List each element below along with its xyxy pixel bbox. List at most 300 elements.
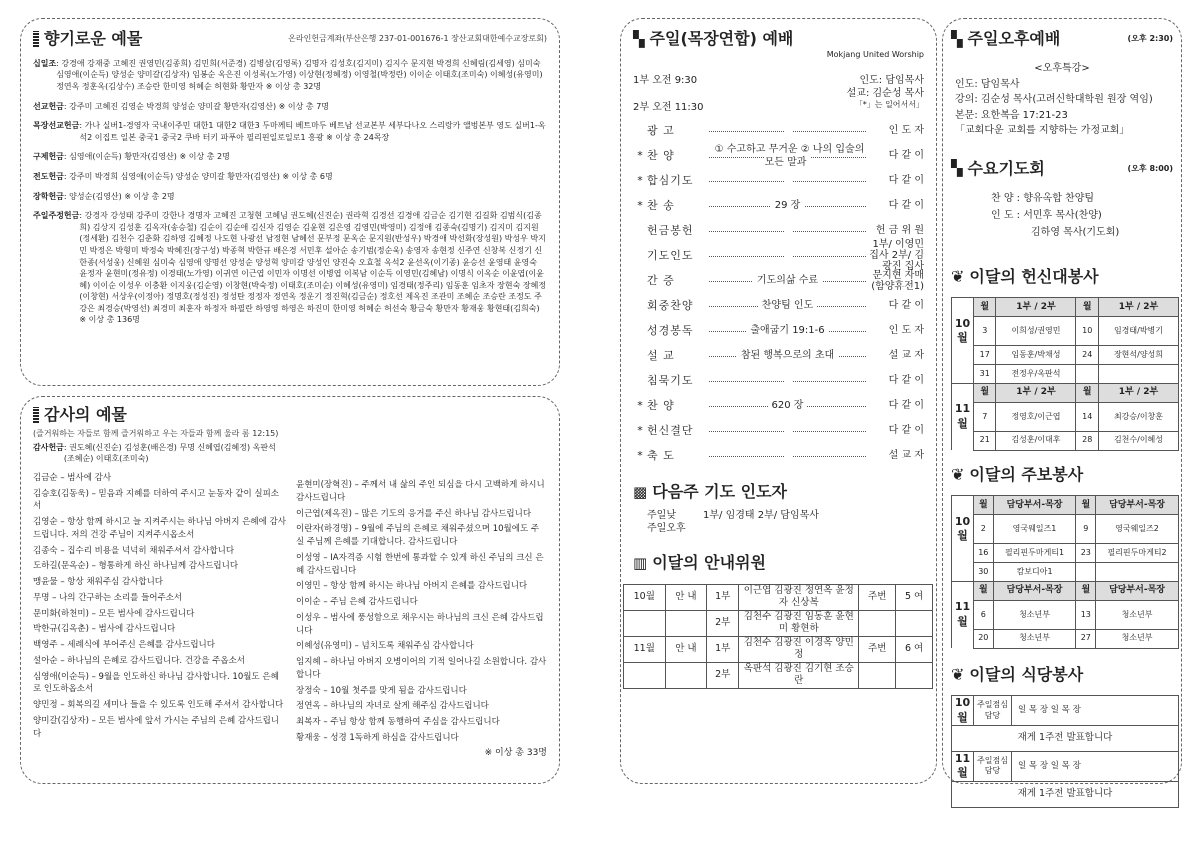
usher-week [859, 662, 896, 688]
table-cell: 전정우/옥판석 [996, 364, 1076, 383]
order-mid [709, 174, 866, 187]
month-cell [952, 431, 974, 450]
header-cell: 1부 / 2부 [996, 383, 1076, 402]
order-detail [784, 125, 792, 136]
order-row [633, 293, 924, 318]
section-text: : 강주미 고혜진 김영순 박경희 양성순 양미갈 황만자(김영산) ※ 이상 총 7명 [63, 101, 330, 111]
dining-value: 재게 1주전 발표합니다 [952, 781, 1179, 807]
ushers-title-wrap [633, 553, 924, 574]
afternoon-line: 「교회다운 교회를 지향하는 가정교회」 [955, 125, 1130, 137]
worship-panel [620, 18, 937, 784]
heart-icon: ❦ [951, 266, 965, 286]
header-cell: 담당부서-목장 [993, 496, 1076, 515]
usher-row [624, 610, 933, 636]
order-star: * [637, 398, 643, 412]
order-name: 찬 송 [647, 198, 675, 212]
table-cell: 청소년부 [993, 600, 1076, 629]
marker-icon: ▚ [633, 29, 645, 48]
usher-month: 10월 [624, 584, 666, 610]
usher-part: 2부 [707, 662, 739, 688]
nw-value-1: 1부/ 임경태 2부/ 담임목사 [703, 509, 819, 521]
order-presenter: 인 도 자 [888, 325, 924, 337]
ushers-title: 이달의 안내위원 [652, 552, 766, 572]
order-mid [709, 249, 866, 262]
account-info: 온라인헌금계좌(부산은행 237-01-001676-1 장산교회대한예수교장로회) [288, 34, 547, 44]
order-mid [709, 324, 866, 337]
usher-names: 이근엽 김광진 정연옥 윤정자 신상복 [739, 584, 859, 610]
worship-subtitle: Mokjang United Worship [826, 49, 924, 59]
dining-row [952, 725, 1179, 751]
dining-hdr: 일 목 장 일 목 장 [1012, 696, 1179, 726]
order-row [633, 168, 924, 193]
usher-role: 안 내 [665, 584, 707, 610]
thanks-head-text: : 권도혜(신진순) 김성훈(배은경) 무명 신혜엽(김혜정) 옥판석(조혜순) 이태호(조미숙) [63, 443, 276, 463]
order-detail: ① 수고하고 무거운 ② 나의 입술의 모든 말과 [711, 144, 865, 168]
header-cell: 월 [1076, 298, 1098, 317]
order-star: * [637, 198, 643, 212]
order-mid [709, 124, 866, 137]
thanks-panel [20, 396, 560, 784]
thanks-item: 정연옥 – 하나님의 자녀로 살게 해주심 감사드립니다 [295, 701, 489, 712]
table-row [952, 629, 1179, 648]
worship-meta [633, 74, 924, 114]
order-detail [784, 450, 792, 461]
afternoon-title-wrap [951, 29, 1060, 50]
preach-value: 김순성 목사 [872, 88, 924, 100]
table-row [952, 364, 1179, 383]
header-cell: 1부 / 2부 [1098, 383, 1178, 402]
table-cell [1076, 562, 1096, 581]
section-label: 주일주정헌금 [33, 211, 80, 221]
header-cell: 월 [974, 496, 994, 515]
order-presenter: 다 같 이 [888, 400, 924, 412]
table-cell: 정영호/이근엽 [996, 402, 1076, 431]
table-header [952, 383, 1179, 402]
order-presenter: 다 같 이 [888, 150, 924, 162]
table-cell: 27 [1076, 629, 1096, 648]
order-mid [709, 449, 866, 462]
table-cell: 영국웨일즈2 [1096, 515, 1179, 544]
thanks-item: 양민정 – 회복의길 세미나 들을 수 있도록 인도해 주셔서 감사합니다 [33, 700, 284, 711]
section-text: : 가나 실버1-경영자 국내이주민 대한1 대한2 대한3 두마께티 베트마두 베트남 선교본부 세부다나오 스리랑카 앨벙본부 영도 실버1-옥석2 이집트 일본 중국1 중국2 쿠바 터키 파푸아 필리핀일로일로1 흥광 ※ 이상 총 24목장 [79, 121, 546, 142]
nextweek-title-wrap [633, 482, 924, 503]
section-label: 선교헌금 [33, 101, 64, 111]
table-row [952, 562, 1179, 581]
nextweek-body [633, 509, 924, 535]
usher-role [665, 662, 707, 688]
month-cell [952, 298, 974, 317]
table-row [952, 345, 1179, 364]
order-presenter: 다 같 이 [888, 175, 924, 187]
order-row [633, 418, 924, 443]
usher-role: 안 내 [665, 636, 707, 662]
header-cell: 월 [1076, 383, 1098, 402]
order-presenter: 다 같 이 [888, 375, 924, 387]
order-detail [784, 425, 792, 436]
header-cell: 1부 / 2부 [996, 298, 1076, 317]
offering-section [33, 120, 547, 143]
order-detail: 29 장 [771, 200, 805, 211]
thanks-item: 임지혜 – 하나님 아버지 오병이어의 기적 일어나길 소원합니다. 감사합니다 [295, 657, 547, 680]
usher-count: 6 여 [896, 636, 933, 662]
table-cell: 김천수/이혜성 [1098, 431, 1178, 450]
table-cell: 3 [974, 317, 996, 346]
thanks-item: 김종숙 – 집수리 비용을 넉넉히 채워주셔서 감사합니다 [33, 545, 235, 556]
section-text: : 강주미 박경희 심영애(이순득) 양성순 양미갈 황만자(김영산) ※ 이상 총 6명 [63, 171, 333, 181]
table-cell: 31 [974, 364, 996, 383]
usher-week [859, 610, 896, 636]
order-presenter: 문지현 자매 (함양휴전1) [871, 269, 924, 292]
month-cell [952, 364, 974, 383]
month-cell [952, 543, 974, 562]
thanks-item: 김영순 – 항상 함께 하시고 늘 지켜주시는 하나님 아버지 은혜에 감사드립니다. 저의 건강 주님이 지켜주시옵소서 [33, 517, 286, 540]
order-detail: 참된 행복으로의 초대 [737, 350, 838, 361]
order-presenter: 1부/ 이영민 집사 2부/ 김광진 집사 [869, 239, 924, 273]
order-name: 헌금봉헌 [647, 223, 694, 237]
usher-part: 1부 [707, 584, 739, 610]
order-name: 설 교 [647, 348, 675, 362]
thanks-total: ※ 이상 총 33명 [484, 747, 547, 758]
usher-count [896, 610, 933, 636]
order-star: * [637, 173, 643, 187]
table-row [952, 431, 1179, 450]
order-row [633, 193, 924, 218]
order-presenter: 다 같 이 [888, 300, 924, 312]
thanks-item: 백영주 – 세례식에 부어주신 은혜를 감사드립니다 [33, 640, 215, 651]
month-cell: 11 월 [952, 402, 974, 431]
usher-row [624, 584, 933, 610]
offering-title-wrap [33, 29, 142, 50]
offering-section [33, 191, 547, 203]
thanks-item: 이혜성(유영미) – 넘치도록 채워주심 감사합니다 [295, 641, 474, 652]
order-row [633, 368, 924, 393]
table-cell: 21 [974, 431, 996, 450]
order-name: 기도인도 [647, 248, 694, 262]
table-cell: 10 [1076, 317, 1098, 346]
header-cell: 월 [974, 298, 996, 317]
table-row [952, 600, 1179, 629]
thanks-item: 최복자 – 주님 항상 함께 동행하여 주심을 감사드립니다 [295, 717, 500, 728]
order-name: 회중찬양 [647, 298, 694, 312]
table-cell: 20 [974, 629, 994, 648]
header-cell: 월 [1076, 581, 1096, 600]
header-cell: 담당부서-목장 [1096, 496, 1179, 515]
order-name: 찬 양 [647, 398, 675, 412]
order-row [633, 318, 924, 343]
afternoon-lines [951, 77, 1173, 139]
order-detail [784, 250, 792, 261]
order-row [633, 393, 924, 418]
bulletin-title-wrap [951, 465, 1173, 486]
wed-line: 인 도 : 서민후 목사(찬양) [991, 209, 1102, 221]
table-cell: 필리핀두마게티2 [1096, 543, 1179, 562]
dining-label: 주일점심 담당 [974, 751, 1012, 781]
table-cell: 최강승/이창훈 [1098, 402, 1178, 431]
marker-icon: ▚ [951, 159, 963, 178]
table-cell: 14 [1076, 402, 1098, 431]
order-row [633, 268, 924, 293]
offering-section [33, 151, 547, 163]
order-detail [784, 225, 792, 236]
header-cell: 1부 / 2부 [1098, 298, 1178, 317]
offering-panel [20, 18, 560, 386]
thanks-title: 감사의 예물 [44, 405, 127, 424]
month-cell [952, 383, 974, 402]
afternoon-line: 강의: 김순성 목사(고려신학대학원 원장 역임) [955, 94, 1153, 106]
table-cell: 17 [974, 345, 996, 364]
order-detail: 찬양팀 인도 [758, 300, 817, 311]
order-detail: 출애굽기 19:1-6 [746, 325, 828, 336]
order-detail [784, 175, 792, 186]
order-row [633, 143, 924, 168]
table-cell: 7 [974, 402, 996, 431]
wed-title-wrap [951, 159, 1045, 180]
order-presenter: 설 교 자 [888, 450, 924, 462]
thanks-item: 도하길(문옥순) – 형통하게 하신 하나님께 감사드립니다 [33, 561, 239, 572]
thanks-item: 이영민 – 항상 함께 하시는 하나님 아버지 은혜를 감사드립니다 [295, 581, 528, 592]
table-cell: 24 [1076, 345, 1098, 364]
table-cell [1096, 562, 1179, 581]
worship-order [633, 118, 924, 468]
thanks-item: 맹윤물 – 항상 채워주심 감사합니다 [33, 577, 164, 588]
header-cell: 월 [974, 383, 996, 402]
offering-section [33, 101, 547, 113]
order-mid [709, 274, 866, 287]
thanks-item: 김승호(김동욱) – 믿음과 지혜를 더하여 주시고 눈동자 같이 실피소서 [33, 488, 279, 512]
section-label: 구제헌금 [33, 152, 64, 162]
time-1: 1부 오전 9:30 [633, 75, 698, 87]
header-cell: 담당부서-목장 [993, 581, 1076, 600]
usher-count: 5 여 [896, 584, 933, 610]
wed-time: (오후 8:00) [1127, 164, 1173, 173]
section-label: 목장선교헌금 [33, 121, 80, 131]
nextweek-title: 다음주 기도 인도자 [652, 482, 787, 502]
dining-title-wrap [951, 665, 1173, 686]
section-text: : 강경애 강재중 고혜진 권영민(김종희) 김민희(서준경) 김병삼(김영록) 김명자 김성호(김지미) 김지수 문지현 박경희 신혜림(김세영) 심미숙 심영애(이순득) 양성순 양미갈(김상자) 임봉순 옥은진 이성록(노가영) 이상현(정혜정) 이영철(박정란) 이이순 이태호(조미숙) 이혜성(유영미) 정연옥 정훈옥(김상수) 조승란 한미영 허혜순 허현화 황만자 ※ 이상 총 32명 [56, 58, 543, 91]
thanks-right-list [296, 479, 547, 745]
table-cell: 청소년부 [1096, 600, 1179, 629]
month-cell: 10 월 [952, 696, 974, 726]
right-panel [942, 18, 1182, 799]
order-name: 광 고 [647, 123, 675, 137]
table-cell: 9 [1076, 515, 1096, 544]
thanks-left-list [33, 472, 286, 741]
worship-title-wrap [633, 29, 924, 50]
thanks-right-col [296, 443, 547, 759]
usher-row [624, 662, 933, 688]
section-label: 장학헌금 [33, 191, 64, 201]
order-name: 찬 양 [647, 148, 675, 162]
section-text: : 강경자 강성태 강주미 강한나 경명자 고혜진 고청현 고혜님 권도혜(신진순) 권라혁 김경선 김경애 김금순 김기현 김길화 김범식(김종희) 김상지 김성훈 김옥자(송승철) 김순이 김순애 김신자 김영순 김윤현 김은영 김영민(박영미) 김정애 김종숙(김명기) 김지미 김지원(정세환) 김천수 김춘화 김하영 김혜정 나도현 나광선 남정현 남혜선 문부정 문옥순 문지원(반성우) 박경애 박선화(장성원) 박성우 박지민 박정은 박형미 박정숙 박혜진(장구성) 박종혁 박한규 배은경 서민후 설아순 송기범(정순욱) 송영자 송현정 신주연 신창복 신정기 신한종(서성웅) 신혜원 심미숙 심영애 양명선 양성순 양성혁 양미갈 양성인 양진숙 오효철 옥석2 윤선옥(이기종) 윤승선 윤영태 윤영숙 윤정자 윤현미(정유정) 이경태(노가영) 이귀연 이근엽 이민자 이명선 이병엽 이복남 이순득 이영민(김혜남) 이명식 이옥순 이윤엽(이윤혜) 이이순 이성우 이충환 이지웅(김순영) 이창현(박숙정) 이태호(조미순) 이혜성(유영미) 임경태(정주리) 임동훈 임초자 장현숙 장혜정(이창현) 서상우(이정아) 정명호(정성진) 정성탄 정정자 정연옥 정운기 정진혁(김금순) 정호선 제옥진 조관미 조혜순 조승란 조정도 주강은 최경승(박영선) 최경미 최훈자 하정자 하필란 하영영 하영은 하진미 한미영 허혜순 허선숙 황금숙 황만자 황재웅 황현태(김희숙) ※ 이상 총 136명 [79, 211, 547, 325]
table-header [952, 298, 1179, 317]
order-mid [709, 199, 866, 212]
order-presenter: 다 같 이 [888, 425, 924, 437]
thanks-item: 장정숙 – 10월 첫주를 맞게 됨을 감사드립니다 [295, 685, 467, 696]
usher-week: 주번 [859, 584, 896, 610]
preach-label: 설교: [846, 88, 870, 100]
order-mid [709, 424, 866, 437]
section-label: 전도헌금 [33, 171, 64, 181]
table-cell: 13 [1076, 600, 1096, 629]
table-cell: 청소년부 [993, 629, 1076, 648]
thanks-item: 김금순 – 범사에 감사 [33, 472, 112, 483]
section-text: : 심영애(이순득) 황만자(김영산) ※ 이상 총 2명 [63, 152, 230, 162]
table-row [952, 515, 1179, 544]
dining-value: 재게 1주전 발표합니다 [952, 725, 1179, 751]
order-mid [709, 224, 866, 237]
offering-sections [33, 58, 547, 326]
thanks-item: 설아순 – 하나님의 은혜로 감사드립니다. 건강을 주옵소서 [33, 655, 246, 666]
bar-icon [33, 31, 39, 47]
thanks-item: 이성우 – 범사에 풍성함으로 채우시는 하나님의 크신 은혜 감사드립니다 [295, 612, 544, 636]
table-cell: 30 [974, 562, 994, 581]
service-table [951, 297, 1179, 450]
table-cell: 김성훈/이대후 [996, 431, 1076, 450]
table-cell: 임경태/박병기 [1098, 317, 1178, 346]
afternoon-line: 인도: 담임목사 [955, 78, 1020, 90]
heart-icon: ❦ [951, 464, 965, 484]
dining-table [951, 695, 1179, 807]
dining-header [952, 751, 1179, 781]
order-star: * [637, 423, 643, 437]
table-cell: 6 [974, 600, 994, 629]
bulletin-title: 이달의 주보봉사 [969, 464, 1084, 484]
order-presenter: 인 도 자 [888, 125, 924, 137]
usher-month: 11월 [624, 636, 666, 662]
header-cell: 월 [1076, 496, 1096, 515]
usher-part: 2부 [707, 610, 739, 636]
service-title: 이달의 헌신대봉사 [969, 266, 1099, 286]
month-cell: 11 월 [952, 751, 974, 781]
table-row [952, 543, 1179, 562]
month-cell [952, 581, 974, 600]
thanks-item: 양미갈(김상자) – 모든 범사에 앞서 가시는 주님의 은혜 감사드립니다 [33, 715, 279, 739]
thanks-item: 문미화(하천미) – 모든 범사에 감사드립니다 [33, 608, 195, 619]
order-mid [709, 374, 866, 387]
order-name: 합심기도 [647, 173, 694, 187]
bar-icon [33, 407, 39, 423]
usher-role [665, 610, 707, 636]
order-mid [709, 299, 866, 312]
marker-icon: ▩ [633, 482, 648, 501]
table-cell [1098, 364, 1178, 383]
thanks-note: (즐거워하는 자들로 함께 즐거워하고 우는 자들과 함께 울라 롬 12:15) [33, 428, 279, 438]
order-mid [709, 399, 866, 412]
table-cell: 영국웨일즈1 [993, 515, 1076, 544]
header-cell: 담당부서-목장 [1096, 581, 1179, 600]
thanks-head-label: 감사헌금 [33, 443, 64, 453]
order-presenter: 다 같 이 [888, 200, 924, 212]
order-presenter: 설 교 자 [888, 350, 924, 362]
order-mid [709, 143, 866, 169]
afternoon-line: 본문: 요한복음 17:21-23 [955, 109, 1068, 121]
table-row [952, 402, 1179, 431]
time-2: 2부 오전 11:30 [633, 102, 704, 114]
order-name: 간 증 [647, 273, 675, 287]
marker-icon: ▥ [633, 553, 648, 572]
month-cell [952, 562, 974, 581]
header-cell: 월 [974, 581, 994, 600]
order-presenter: 헌 금 위 원 [875, 225, 924, 237]
usher-names: 옥판석 김광진 김기현 조승란 [739, 662, 859, 688]
afternoon-sub: <오후특강> [1034, 62, 1090, 74]
table-cell: 이희성/권영민 [996, 317, 1076, 346]
order-row [633, 118, 924, 143]
wed-lines [951, 190, 1173, 241]
usher-part: 1부 [707, 636, 739, 662]
table-cell: 2 [974, 515, 994, 544]
usher-month [624, 610, 666, 636]
dining-header [952, 696, 1179, 726]
thanks-head [33, 443, 286, 464]
usher-names: 김천수 김광진 이경옥 양민정 [739, 636, 859, 662]
section-label: 십일조 [33, 58, 57, 68]
thanks-item: 이이순 – 주님 은혜 감사드립니다 [295, 597, 418, 608]
month-cell [952, 629, 974, 648]
order-detail: 620 장 [768, 400, 808, 411]
dining-title: 이달의 식당봉사 [969, 664, 1084, 684]
worship-title: 주일(목장연합) 예배 [649, 29, 794, 48]
table-cell: 23 [1076, 543, 1096, 562]
thanks-item: 무명 – 나의 간구하는 소리를 들어주소서 [33, 592, 183, 603]
offering-title: 향기로운 예물 [44, 29, 143, 48]
table-cell: 장현석/양성희 [1098, 345, 1178, 364]
usher-count [896, 662, 933, 688]
nw-label-1: 주일낮 [647, 509, 676, 521]
thanks-left-col [33, 443, 286, 759]
table-header [952, 496, 1179, 515]
table-header [952, 581, 1179, 600]
table-cell: 캄보디아1 [993, 562, 1076, 581]
thanks-item: 윤현미(장혁진) – 주께서 내 삶의 주인 되심을 다시 고백하게 하시니 감사드립니다 [295, 480, 545, 503]
bulletin-table [951, 495, 1179, 648]
stand-note: 「*」는 일어서서」 [854, 100, 924, 110]
table-cell [1076, 364, 1098, 383]
lead-label: 인도: [859, 75, 883, 87]
dining-label: 주일점심 담당 [974, 696, 1012, 726]
month-cell: 10 월 [952, 515, 974, 544]
month-cell [952, 496, 974, 515]
wed-title: 수요기도회 [967, 158, 1045, 178]
thanks-item: 박한규(김옥춘) – 범사에 감사드립니다 [33, 624, 176, 635]
table-cell: 청소년부 [1096, 629, 1179, 648]
order-detail [784, 375, 792, 386]
afternoon-time: (오후 2:30) [1127, 34, 1173, 44]
marker-icon: ▚ [951, 29, 963, 48]
dining-hdr: 일 목 장 일 목 장 [1012, 751, 1179, 781]
month-cell: 11 월 [952, 600, 974, 629]
table-cell: 28 [1076, 431, 1098, 450]
order-name: 헌신결단 [647, 423, 694, 437]
usher-names: 김천수 김광진 임동훈 윤현미 황현하 [739, 610, 859, 636]
usher-row [624, 636, 933, 662]
order-row [633, 443, 924, 468]
table-cell: 16 [974, 543, 994, 562]
order-row [633, 343, 924, 368]
ushers-table [623, 584, 933, 689]
offering-section [33, 58, 547, 93]
usher-week: 주번 [859, 636, 896, 662]
order-row [633, 239, 924, 273]
thanks-title-wrap [33, 405, 547, 426]
order-mid [709, 349, 866, 362]
table-row [952, 317, 1179, 346]
table-cell: 필리핀두마게티1 [993, 543, 1076, 562]
month-cell: 10 월 [952, 317, 974, 346]
thanks-item: 황재웅 – 성경 1독하게 하심을 감사드립니다 [295, 732, 459, 743]
afternoon-title: 주일오후예배 [967, 29, 1061, 48]
dining-row [952, 781, 1179, 807]
